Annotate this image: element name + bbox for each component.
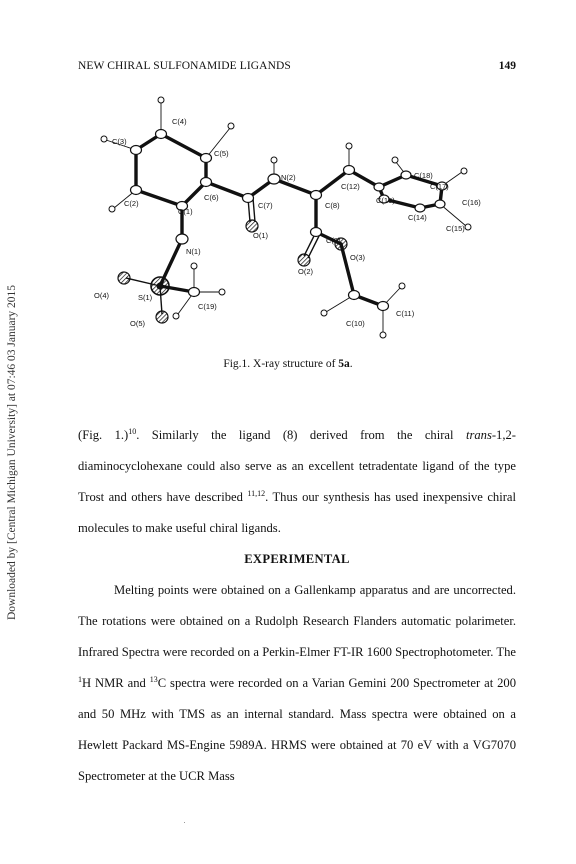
- citation-ref: 10: [128, 427, 137, 436]
- xray-structure-figure: [78, 88, 518, 363]
- ortep-diagram: [78, 88, 518, 363]
- download-watermark-text: Downloaded by [Central Michigan University] at 07:46 03 January 2015: [6, 284, 18, 620]
- atom-label-o4: O(4): [94, 291, 109, 300]
- atom-labels: [94, 117, 481, 328]
- atom-label-o3: O(3): [350, 253, 365, 262]
- figure-caption: [0, 358, 576, 370]
- paragraph-experimental: Melting points were obtained on a Gallenkamp apparatus and are uncorrected. The rotations were obtained on a Rudolph Research Flanders automatic polarimeter. Infrared Spectra were recorded on a Perkin-Elmer FT-IR 1600 Spectrophotometer. The $^1$H NMR and $^{13}$C spectra were recorded on a Varian Gemini 200 Spectrometer at 200 and 50 MHz with TMS as an internal standard. Mass spectra were obtained on a Hewlett Packard MS-Engine 5989A. HRMS were obtained at 70 eV with a VG7070 Spectrometer at the UCR Mass: [78, 583, 516, 783]
- atom-label-c16: C(16): [462, 198, 481, 207]
- atom-label-c14: C(14): [408, 213, 427, 222]
- page-number: 149: [498, 60, 516, 72]
- citation-ref: 11,12: [247, 489, 266, 498]
- atom-label-c5: C(5): [214, 149, 229, 158]
- atom-label-c11: C(11): [396, 309, 415, 318]
- atom-label-c19: C(19): [198, 302, 217, 311]
- atom-label-c18: C(18): [414, 171, 433, 180]
- caption-text: Fig.1. X-ray structure of: [223, 358, 339, 370]
- running-head-title: NEW CHIRAL SULFONAMIDE LIGANDS: [78, 60, 291, 72]
- atom-label-c17: C(17): [430, 182, 449, 191]
- atom-label-n1: N(1): [186, 247, 201, 256]
- atom-label-c10: C(10): [346, 319, 365, 328]
- sulfur-atom-core: [157, 283, 164, 290]
- carbonyl-bonds: [126, 198, 320, 314]
- atom-label-c2: C(2): [124, 199, 139, 208]
- italic-term: trans: [465, 428, 492, 442]
- atom-label-c12: C(12): [341, 182, 360, 191]
- atom-label-c4: C(4): [172, 117, 187, 126]
- section-heading-experimental: EXPERIMENTAL: [244, 552, 350, 566]
- caption-compound: 5a: [338, 358, 350, 370]
- atom-label-o1: O(1): [253, 231, 268, 240]
- page-speck: [184, 822, 185, 823]
- download-watermark: [6, 240, 20, 620]
- body-text: [78, 420, 516, 792]
- atom-label-c15: C(15): [446, 224, 465, 233]
- atom-label-c1: C(1): [178, 207, 193, 216]
- caption-end: .: [349, 358, 353, 370]
- carbon-atoms: [131, 130, 448, 311]
- atom-label-o2: O(2): [298, 267, 313, 276]
- atom-label-o5: O(5): [130, 319, 145, 328]
- atom-label-c7: C(7): [258, 201, 273, 210]
- atom-label-n2: N(2): [281, 173, 296, 182]
- atom-label-c3: C(3): [112, 137, 127, 146]
- atom-label-s1: S(1): [138, 293, 153, 302]
- atom-label-c9: C(9): [326, 236, 341, 245]
- paragraph-ligands: (Fig. 1.)$^{10}$. Similarly the ligand (8) derived from the chiral trans-1,2-diaminocyclohexane could also serve as an excellent tetradentate ligand of the type Trost and others have described $^{11,12}$. Thus our synthesis has used inexpensive chiral molecules to make useful chiral ligands.: [78, 427, 516, 535]
- atom-label-c13: C(13): [376, 196, 395, 205]
- atom-label-c8: C(8): [325, 201, 340, 210]
- atom-label-c6: C(6): [204, 193, 219, 202]
